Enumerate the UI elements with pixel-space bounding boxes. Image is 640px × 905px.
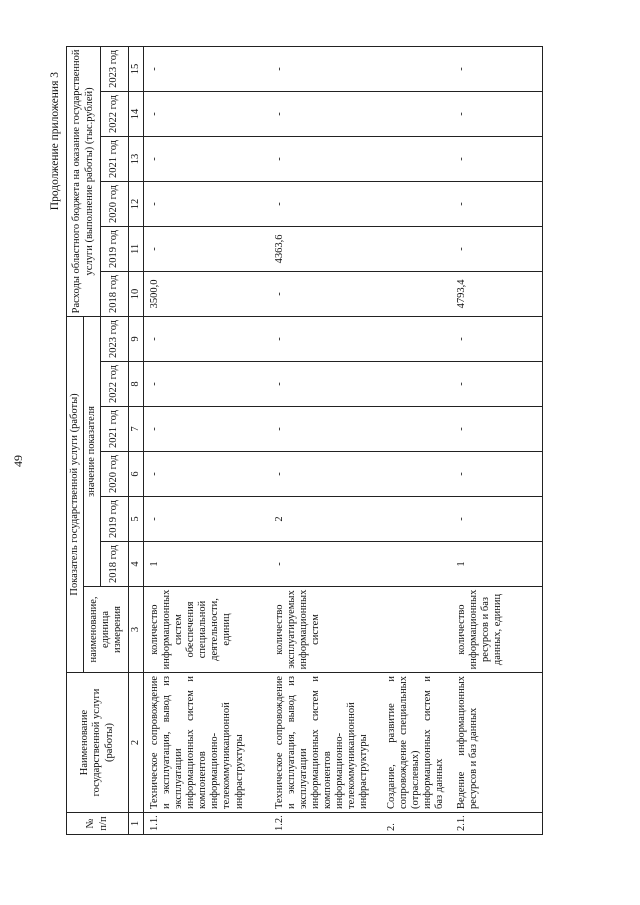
header-expense-year: 2019 год — [101, 226, 129, 271]
expense-value — [381, 226, 451, 271]
expense-value: 4793,4 — [451, 271, 543, 316]
indicator-value — [381, 407, 451, 452]
row-number: 1.1. — [144, 813, 269, 835]
indicator-value: - — [451, 407, 543, 452]
header-expense-year: 2023 год — [101, 46, 129, 91]
indicator-value: - — [144, 362, 269, 407]
expense-value: - — [269, 136, 381, 181]
indicator-value: - — [144, 497, 269, 542]
indicator-value — [381, 542, 451, 587]
header-name: Наименование государственной услуги (работы) — [67, 673, 129, 813]
indicator-value: 1 — [451, 542, 543, 587]
expense-value — [381, 91, 451, 136]
expense-value: - — [144, 136, 269, 181]
indicator-value: - — [144, 452, 269, 497]
header-value-year: 2019 год — [101, 497, 129, 542]
header-expense-year: 2021 год — [101, 136, 129, 181]
expense-value: - — [269, 46, 381, 91]
expense-value: - — [451, 91, 543, 136]
header-value-year: 2018 год — [101, 542, 129, 587]
column-number: 7 — [129, 407, 144, 452]
row-number: 2. — [381, 813, 451, 835]
indicator-value: - — [144, 316, 269, 361]
header-unit: наименование, единица измерения — [84, 587, 129, 673]
column-number: 1 — [129, 813, 144, 835]
indicator-value: - — [269, 362, 381, 407]
indicator-value — [381, 362, 451, 407]
header-value-year: 2022 год — [101, 362, 129, 407]
column-number: 6 — [129, 452, 144, 497]
indicator-value: - — [269, 452, 381, 497]
expense-value: - — [451, 46, 543, 91]
header-expenses-group: Расходы областного бюджета на оказание государственной услуги (выполнение работы) (тыс.рублей) — [67, 46, 101, 316]
column-number: 14 — [129, 91, 144, 136]
expense-value: - — [451, 226, 543, 271]
indicator-value: 2 — [269, 497, 381, 542]
table-row — [269, 46, 381, 834]
expense-value: - — [269, 271, 381, 316]
service-name: Ведение информационных ресурсов и баз данных — [451, 673, 543, 813]
expense-value: - — [269, 91, 381, 136]
indicator-value — [381, 452, 451, 497]
indicator-value: 1 — [144, 542, 269, 587]
column-number: 11 — [129, 226, 144, 271]
expense-value — [381, 136, 451, 181]
header-value-year: 2023 год — [101, 316, 129, 361]
indicator-value: - — [269, 407, 381, 452]
table-row — [381, 46, 451, 834]
header-expense-year: 2018 год — [101, 271, 129, 316]
expense-value: - — [144, 226, 269, 271]
header-values-group: значение показателя — [84, 316, 101, 586]
header-indicator-group: Показатель государственной услуги (работы) — [67, 316, 84, 672]
row-number: 2.1. — [451, 813, 543, 835]
service-name: Техническое сопровождение и эксплуатация, вывод из эксплуатации информационных систем и компонентов информационно-телекоммуникационной инфраструктуры — [269, 673, 381, 813]
column-number: 15 — [129, 46, 144, 91]
indicator-value: - — [451, 362, 543, 407]
expense-value — [381, 46, 451, 91]
indicator-value: - — [451, 316, 543, 361]
indicator-unit: количество информационных ресурсов и баз данных, единиц — [451, 587, 543, 673]
column-number: 9 — [129, 316, 144, 361]
table-row — [144, 46, 269, 834]
column-number: 4 — [129, 542, 144, 587]
indicator-unit — [381, 587, 451, 673]
expense-value: - — [144, 46, 269, 91]
indicator-value — [381, 316, 451, 361]
expense-value: - — [269, 181, 381, 226]
indicator-value: - — [451, 497, 543, 542]
indicator-value: - — [451, 452, 543, 497]
column-number: 8 — [129, 362, 144, 407]
header-value-year: 2020 год — [101, 452, 129, 497]
service-name: Техническое сопровождение и эксплуатация, вывод из эксплуатации информационных систем и компонентов информационно-телекоммуникационной инфраструктуры — [144, 673, 269, 813]
page-number: 49 — [11, 455, 25, 467]
column-number: 13 — [129, 136, 144, 181]
continuation-note: Продолжение приложения 3 — [49, 72, 61, 211]
row-number: 1.2. — [269, 813, 381, 835]
header-no: № п/п — [67, 813, 129, 835]
expense-value — [381, 271, 451, 316]
table-row — [451, 46, 543, 834]
header-expense-year: 2020 год — [101, 181, 129, 226]
indicator-value: - — [144, 407, 269, 452]
indicator-value: - — [269, 316, 381, 361]
expense-value: - — [144, 181, 269, 226]
indicator-value — [381, 497, 451, 542]
service-name: Создание, развитие и сопровождение специальных (отраслевых) информационных систем и баз данных — [381, 673, 451, 813]
header-expense-year: 2022 год — [101, 91, 129, 136]
expense-value: - — [451, 181, 543, 226]
column-number: 2 — [129, 673, 144, 813]
expense-value — [381, 181, 451, 226]
expense-value: - — [144, 91, 269, 136]
indicator-unit: количество эксплуатируемых информационных систем — [269, 587, 381, 673]
column-number: 12 — [129, 181, 144, 226]
expense-value: 4363,6 — [269, 226, 381, 271]
expense-value: - — [451, 136, 543, 181]
appendix-table — [66, 46, 543, 835]
indicator-unit: количество информационных систем обеспечения специальной деятельности, единиц — [144, 587, 269, 673]
header-value-year: 2021 год — [101, 407, 129, 452]
expense-value: 3500,0 — [144, 271, 269, 316]
column-number: 3 — [129, 587, 144, 673]
column-number: 5 — [129, 497, 144, 542]
column-number: 10 — [129, 271, 144, 316]
indicator-value: - — [269, 542, 381, 587]
